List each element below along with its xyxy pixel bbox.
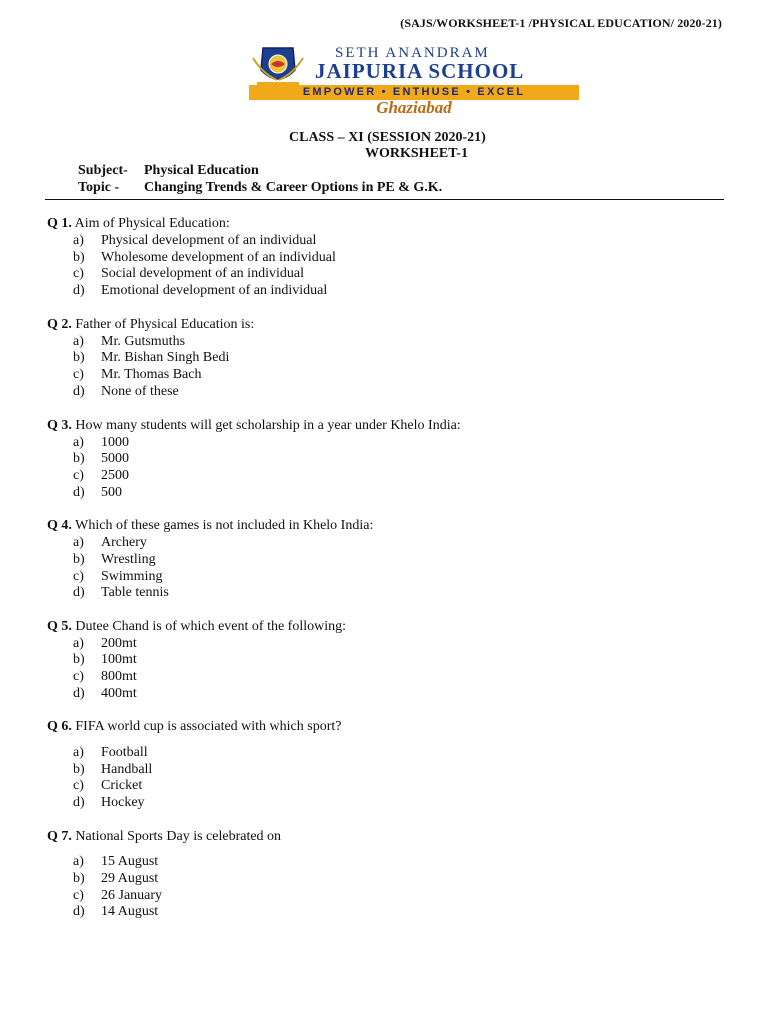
option-letter: c)	[73, 669, 84, 684]
option-3a	[73, 435, 129, 451]
subject-label: Subject-	[78, 163, 128, 178]
option-4d	[73, 585, 169, 601]
document-code: (SAJS/WORKSHEET-1 /PHYSICAL EDUCATION/ 2020-21)	[400, 16, 722, 30]
option-text: 400mt	[101, 686, 137, 701]
option-5a	[73, 636, 137, 652]
option-5c	[73, 669, 137, 685]
question-1	[47, 216, 230, 232]
option-2b	[73, 350, 229, 366]
option-text: Physical development of an individual	[101, 233, 317, 248]
topic-label: Topic -	[78, 180, 120, 195]
question-3	[47, 418, 461, 434]
school-name-line1: SETH ANANDRAM	[335, 45, 490, 61]
option-letter: a)	[73, 636, 84, 651]
option-text: Handball	[101, 762, 153, 777]
option-6c	[73, 778, 142, 794]
option-1d	[73, 283, 327, 299]
option-5d	[73, 686, 137, 702]
option-3c	[73, 468, 129, 484]
option-text: 100mt	[101, 652, 137, 667]
option-text: Mr. Gutsmuths	[101, 334, 186, 349]
question-number: Q 5.	[47, 619, 72, 634]
option-text: 14 August	[101, 904, 159, 919]
option-letter: b)	[73, 350, 85, 365]
option-text: 500	[101, 485, 122, 500]
question-text: Which of these games is not included in Khelo India:	[71, 518, 374, 533]
question-number: Q 4.	[47, 518, 72, 533]
option-text: Cricket	[101, 778, 143, 793]
option-letter: c)	[73, 778, 84, 793]
option-text: Wholesome development of an individual	[101, 250, 336, 265]
option-letter: c)	[73, 266, 84, 281]
option-2a	[73, 334, 185, 350]
option-letter: a)	[73, 233, 84, 248]
option-letter: c)	[73, 888, 84, 903]
option-letter: d)	[73, 585, 85, 600]
option-letter: b)	[73, 250, 85, 265]
option-3b	[73, 451, 129, 467]
option-4a	[73, 535, 147, 551]
option-text: 15 August	[101, 854, 159, 869]
option-text: 26 January	[101, 888, 163, 903]
question-text: Aim of Physical Education:	[71, 216, 230, 231]
question-text: FIFA world cup is associated with which sport?	[71, 719, 342, 734]
option-1b	[73, 250, 336, 266]
question-text: Father of Physical Education is:	[71, 317, 255, 332]
header-divider	[45, 199, 724, 200]
option-letter: b)	[73, 652, 85, 667]
option-1c	[73, 266, 304, 282]
option-7b	[73, 871, 158, 887]
topic-row	[78, 180, 442, 196]
school-motto: EMPOWER • ENTHUSE • EXCEL	[249, 85, 579, 100]
option-7c	[73, 888, 162, 904]
option-text: 200mt	[101, 636, 137, 651]
option-letter: d)	[73, 904, 85, 919]
option-5b	[73, 652, 137, 668]
topic-value: Changing Trends & Career Options in PE & G.K.	[144, 180, 443, 195]
subject-value: Physical Education	[144, 163, 259, 178]
option-letter: a)	[73, 745, 84, 760]
class-title: CLASS – XI (SESSION 2020-21)	[289, 130, 486, 145]
option-letter: c)	[73, 569, 84, 584]
question-number: Q 3.	[47, 418, 72, 433]
option-text: None of these	[101, 384, 179, 399]
question-text: How many students will get scholarship in a year under Khelo India:	[71, 418, 461, 433]
option-6d	[73, 795, 145, 811]
question-number: Q 7.	[47, 829, 72, 844]
option-4b	[73, 552, 156, 568]
option-letter: c)	[73, 367, 84, 382]
subject-row	[78, 163, 259, 179]
question-5	[47, 619, 346, 635]
option-letter: a)	[73, 854, 84, 869]
option-letter: a)	[73, 334, 84, 349]
option-text: Archery	[101, 535, 147, 550]
question-6	[47, 719, 342, 735]
option-letter: c)	[73, 468, 84, 483]
option-text: Mr. Bishan Singh Bedi	[101, 350, 230, 365]
option-7d	[73, 904, 158, 920]
option-letter: d)	[73, 384, 85, 399]
option-text: Emotional development of an individual	[101, 283, 328, 298]
question-number: Q 2.	[47, 317, 72, 332]
school-name-line2: JAIPURIA SCHOOL	[315, 59, 525, 83]
option-text: Hockey	[101, 795, 145, 810]
option-2d	[73, 384, 179, 400]
option-text: 2500	[101, 468, 129, 483]
option-text: Wrestling	[101, 552, 156, 567]
option-2c	[73, 367, 201, 383]
option-text: 800mt	[101, 669, 137, 684]
option-text: Social development of an individual	[101, 266, 304, 281]
option-text: 5000	[101, 451, 129, 466]
option-letter: d)	[73, 485, 85, 500]
option-letter: b)	[73, 552, 85, 567]
option-text: 1000	[101, 435, 129, 450]
option-letter: a)	[73, 435, 84, 450]
question-text: Dutee Chand is of which event of the following:	[71, 619, 346, 634]
question-number: Q 6.	[47, 719, 72, 734]
option-3d	[73, 485, 122, 501]
option-text: Swimming	[101, 569, 163, 584]
option-6a	[73, 745, 148, 761]
worksheet-title: WORKSHEET-1	[365, 146, 468, 161]
question-text: National Sports Day is celebrated on	[71, 829, 282, 844]
option-text: Table tennis	[101, 585, 169, 600]
school-logo	[249, 40, 579, 115]
option-text: Mr. Thomas Bach	[101, 367, 202, 382]
option-1a	[73, 233, 316, 249]
question-2	[47, 317, 254, 333]
option-letter: d)	[73, 283, 85, 298]
option-letter: d)	[73, 686, 85, 701]
option-letter: b)	[73, 451, 85, 466]
option-6b	[73, 762, 152, 778]
option-letter: b)	[73, 762, 85, 777]
option-letter: b)	[73, 871, 85, 886]
school-city: Ghaziabad	[376, 98, 452, 117]
option-text: 29 August	[101, 871, 159, 886]
option-letter: a)	[73, 535, 84, 550]
option-letter: d)	[73, 795, 85, 810]
option-4c	[73, 569, 162, 585]
question-4	[47, 518, 373, 534]
question-7	[47, 829, 281, 845]
question-number: Q 1.	[47, 216, 72, 231]
option-text: Football	[101, 745, 148, 760]
option-7a	[73, 854, 158, 870]
